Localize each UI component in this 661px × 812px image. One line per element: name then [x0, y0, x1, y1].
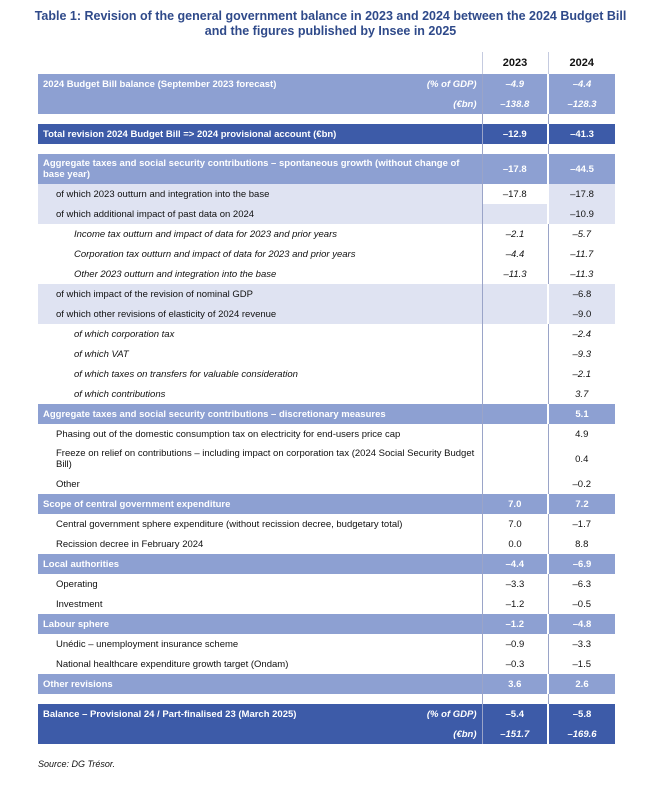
table-row	[38, 324, 615, 344]
row-label: Unédic – unemployment insurance scheme	[56, 638, 239, 650]
table-row	[38, 224, 615, 244]
value-2023	[482, 344, 548, 364]
table-row	[38, 154, 615, 184]
value-2023: –0.3	[482, 654, 548, 674]
row-label: of which other revisions of elasticity of 2024 revenue	[38, 304, 482, 324]
row-label: National healthcare expenditure growth target (Ondam)	[56, 658, 289, 670]
value-2023	[482, 284, 548, 304]
table-row	[38, 474, 615, 494]
table-row	[38, 244, 615, 264]
table-row	[38, 574, 615, 594]
value-2023	[482, 304, 548, 324]
value-2023	[482, 324, 548, 344]
row-label: of which impact of the revision of nominal GDP	[38, 284, 482, 304]
value-2024: 4.9	[548, 424, 615, 444]
value-2024: –169.6	[548, 724, 615, 744]
value-2024: –1.5	[548, 654, 615, 674]
table-row	[38, 304, 615, 324]
value-2023: –0.9	[482, 634, 548, 654]
value-2023: 7.0	[482, 514, 548, 534]
row-label: Investment	[56, 598, 103, 610]
table-row	[38, 674, 615, 694]
value-2024: –17.8	[548, 184, 615, 204]
row-label: of which VAT	[74, 348, 129, 360]
value-2024: 8.8	[548, 534, 615, 554]
header-2024: 2024	[548, 52, 615, 74]
value-2024: –41.3	[548, 124, 615, 144]
value-2023	[482, 474, 548, 494]
value-2024: –4.8	[548, 614, 615, 634]
value-2024: –5.8	[548, 704, 615, 724]
row-label: of which taxes on transfers for valuable consideration	[74, 368, 298, 380]
value-2023: –11.3	[482, 264, 548, 284]
table-row	[38, 594, 615, 614]
table-title	[0, 9, 661, 39]
value-2023	[482, 404, 548, 424]
table-title-line-2: and the figures published by Insee in 2025	[204, 24, 457, 38]
table-title-line-1: Table 1: Revision of the general government balance in 2023 and 2024 between the 2024 Budget Bill	[34, 9, 627, 23]
value-2024: –10.9	[548, 204, 615, 224]
row-label: Corporation tax outturn and impact of data for 2023 and prior years	[74, 248, 356, 260]
row-label: Phasing out of the domestic consumption tax on electricity for end-users price cap	[56, 428, 401, 440]
value-2023: –2.1	[482, 224, 548, 244]
header-2023: 2023	[482, 52, 548, 74]
row-label: Aggregate taxes and social security contributions – spontaneous growth (without change of base year)	[38, 154, 482, 184]
value-2023: –4.4	[482, 244, 548, 264]
table-row	[38, 124, 615, 144]
value-2023: 3.6	[482, 674, 548, 694]
value-2023: 0.0	[482, 534, 548, 554]
value-2023: –12.9	[482, 124, 548, 144]
row-label: Scope of central government expenditure	[38, 494, 482, 514]
table-row	[38, 184, 615, 204]
table-row	[38, 444, 615, 474]
table-row	[38, 704, 615, 724]
value-2024: –11.3	[548, 264, 615, 284]
table-row	[38, 284, 615, 304]
unit-label: (% of GDP)	[426, 708, 477, 720]
value-2024: –11.7	[548, 244, 615, 264]
table-row	[38, 514, 615, 534]
table-row	[38, 424, 615, 444]
row-label: Other	[56, 478, 80, 490]
row-label: Other revisions	[38, 674, 482, 694]
value-2023	[482, 424, 548, 444]
value-2024: –1.7	[548, 514, 615, 534]
row-label: Balance – Provisional 24 / Part-finalised 23 (March 2025)	[43, 708, 297, 720]
value-2024: –6.3	[548, 574, 615, 594]
value-2024: 5.1	[548, 404, 615, 424]
table-row	[38, 404, 615, 424]
value-2023: –17.8	[482, 154, 548, 184]
value-2023: –5.4	[482, 704, 548, 724]
value-2024: –3.3	[548, 634, 615, 654]
value-2023: –3.3	[482, 574, 548, 594]
value-2023	[482, 204, 548, 224]
row-label: Total revision 2024 Budget Bill => 2024 provisional account (€bn)	[38, 124, 482, 144]
table-row	[38, 614, 615, 634]
value-2024: –5.7	[548, 224, 615, 244]
value-2024: 2.6	[548, 674, 615, 694]
table-row	[38, 364, 615, 384]
unit-label: (€bn)	[453, 728, 477, 740]
unit-label: (€bn)	[453, 98, 477, 110]
row-label: Operating	[56, 578, 98, 590]
value-2023: –4.4	[482, 554, 548, 574]
table-row	[38, 264, 615, 284]
source-note: Source: DG Trésor.	[38, 759, 116, 769]
row-label: of which corporation tax	[74, 328, 175, 340]
header-row	[38, 52, 615, 74]
table-row	[38, 724, 615, 744]
value-2024: –9.0	[548, 304, 615, 324]
table-row	[38, 204, 615, 224]
value-2023: –138.8	[482, 94, 548, 114]
row-label: of which additional impact of past data on 2024	[38, 204, 482, 224]
value-2023: –4.9	[482, 74, 548, 94]
table-row	[38, 534, 615, 554]
row-label: Aggregate taxes and social security contributions – discretionary measures	[38, 404, 482, 424]
row-label: 2024 Budget Bill balance (September 2023 forecast)	[43, 78, 277, 90]
table-row	[38, 654, 615, 674]
row-label: Freeze on relief on contributions – including impact on corporation tax (2024 Social Security Budget Bill)	[56, 448, 475, 470]
row-label: of which 2023 outturn and integration into the base	[38, 184, 482, 204]
value-2024: –6.9	[548, 554, 615, 574]
value-2024: –9.3	[548, 344, 615, 364]
value-2023: –1.2	[482, 594, 548, 614]
row-label: Other 2023 outturn and integration into the base	[74, 268, 277, 280]
value-2023: 7.0	[482, 494, 548, 514]
value-2024: –128.3	[548, 94, 615, 114]
table-row	[38, 634, 615, 654]
table-row	[38, 554, 615, 574]
value-2024: –2.1	[548, 364, 615, 384]
row-label: of which contributions	[74, 388, 166, 400]
table-row	[38, 494, 615, 514]
value-2024: 3.7	[548, 384, 615, 404]
value-2024: –44.5	[548, 154, 615, 184]
value-2024: –6.8	[548, 284, 615, 304]
value-2023: –17.8	[482, 184, 548, 204]
table-row	[38, 344, 615, 364]
row-label: Local authorities	[38, 554, 482, 574]
table-row	[38, 74, 615, 94]
value-2024: 0.4	[548, 444, 615, 474]
value-2023: –1.2	[482, 614, 548, 634]
table-row	[38, 94, 615, 114]
row-label: Central government sphere expenditure (without recission decree, budgetary total)	[56, 518, 403, 530]
value-2023: –151.7	[482, 724, 548, 744]
value-2023	[482, 364, 548, 384]
revision-table	[38, 52, 615, 744]
value-2023	[482, 444, 548, 474]
value-2024: –0.5	[548, 594, 615, 614]
value-2024: –2.4	[548, 324, 615, 344]
value-2024: –0.2	[548, 474, 615, 494]
value-2023	[482, 384, 548, 404]
row-label: Labour sphere	[38, 614, 482, 634]
value-2024: 7.2	[548, 494, 615, 514]
row-label: Income tax outturn and impact of data for 2023 and prior years	[74, 228, 337, 240]
row-label: Recission decree in February 2024	[56, 538, 204, 550]
unit-label: (% of GDP)	[426, 78, 477, 90]
value-2024: –4.4	[548, 74, 615, 94]
table-row	[38, 384, 615, 404]
